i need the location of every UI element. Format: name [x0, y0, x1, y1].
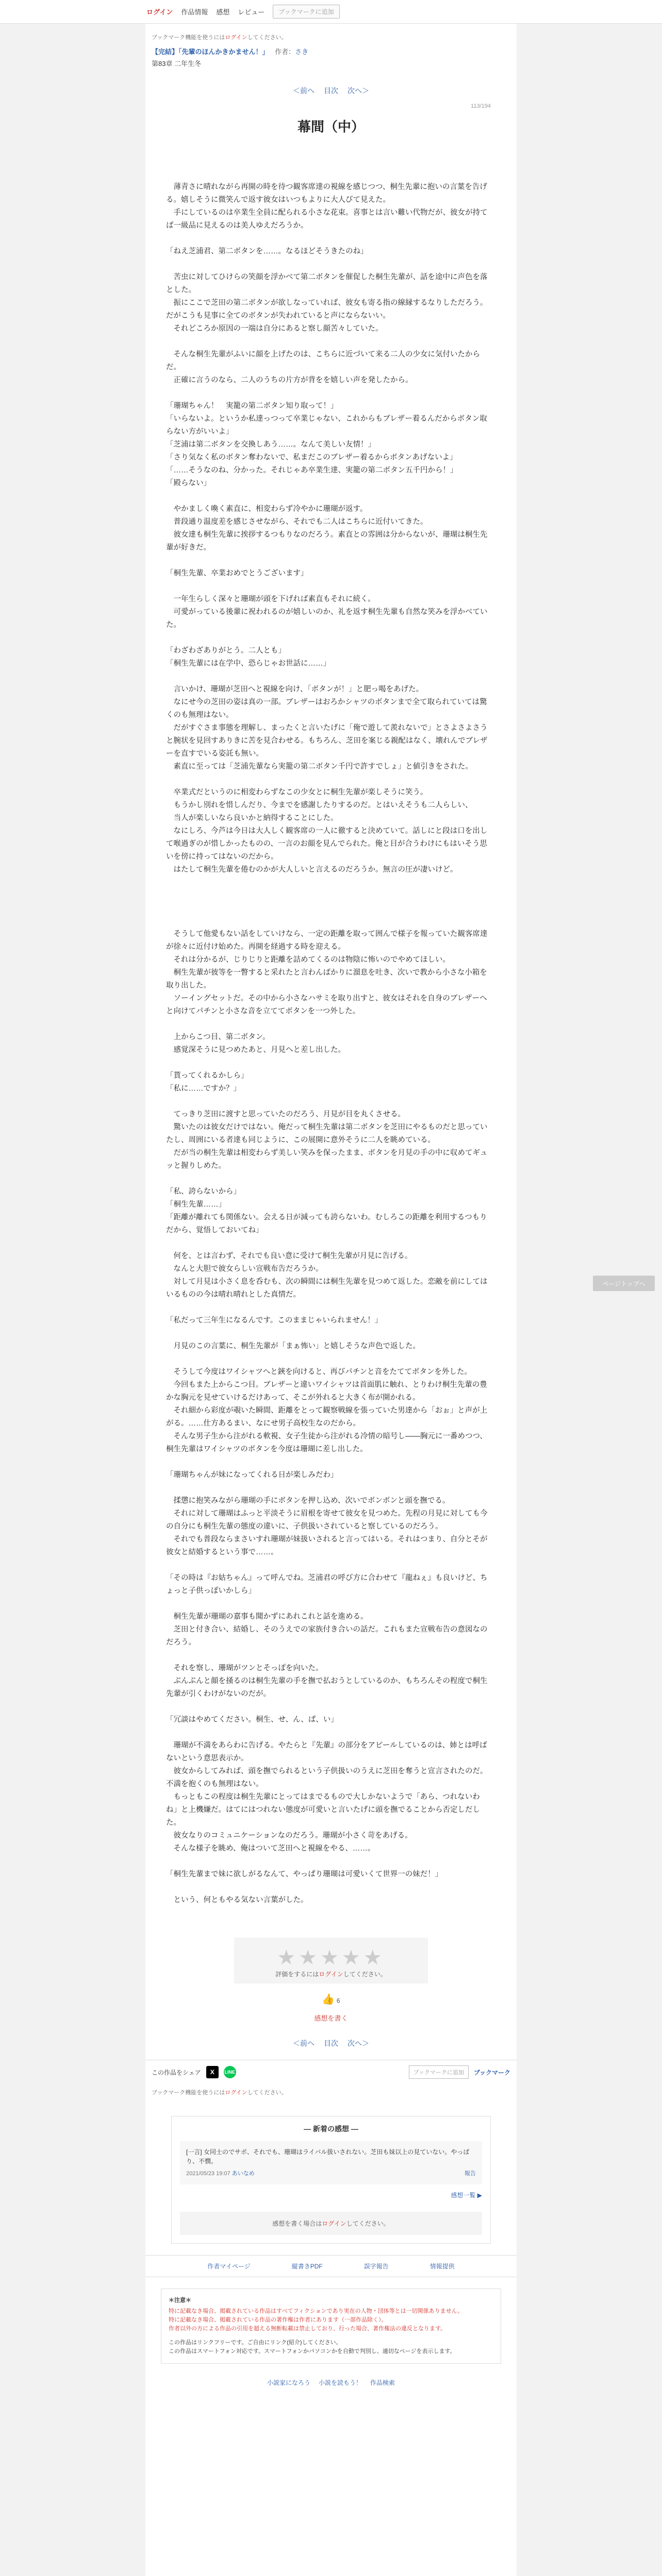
- body-line: [166, 915, 491, 928]
- footer-links: [145, 2364, 517, 2397]
- body-line: [166, 889, 491, 902]
- author-info: [275, 48, 308, 56]
- content-column: [145, 24, 517, 2576]
- body-line: てっきり芝田に渡すと思っていたのだろう、月見が目を丸くさせる。: [166, 1110, 405, 1118]
- author-mypage-link[interactable]: 作者マイページ: [207, 2263, 251, 2270]
- login-link[interactable]: ログイン: [146, 8, 173, 16]
- write-login-link[interactable]: ログイン: [322, 2220, 346, 2227]
- body-line: [166, 580, 491, 593]
- body-line: 驚いたのは彼女だけではない。俺だって桐生先輩は第二ボタンを芝田にやるものだと思っていたし、周囲にいる者達も同じように、この展開に意外そうに二人を眺めている。: [166, 1123, 488, 1144]
- impression-write-note: [180, 2212, 482, 2235]
- body-line: 苦虫に対してひけらの笑顔を浮かべて第二ボタンを催促した桐生先輩が、話を途中に声色を落とした。: [166, 273, 488, 294]
- body-line: 今回もまた上からこつ目。ブレザーと違いワイシャツは首面肌に触れ、とりわけ桐生先輩の豊かな胸元を見せていけるだけあって、そこが外れると大きく布が開かれる。: [166, 1381, 487, 1402]
- prev-link-bottom[interactable]: ＜前へ: [293, 2039, 315, 2047]
- body-line: 「私だって三年生になるんです。このままじゃいられません！」: [166, 1316, 383, 1325]
- caution-red-3: 作者以外の方による作品の引用を超える無断転載は禁止しており、行った場合、著作権法の違反となります。: [169, 2326, 446, 2332]
- notice-text-end: してください。: [247, 35, 287, 41]
- body-line: そんな桐生先輩がふいに顔を上げたのは、こちらに近づいて来る二人の少女に気付いたからだ。: [166, 350, 480, 371]
- body-line: [166, 155, 491, 168]
- impressions-heading: ― 新着の感想 ―: [304, 2125, 358, 2133]
- author-label: 作者：: [275, 48, 295, 56]
- body-line: [166, 258, 491, 271]
- body-line: それに対して珊瑚はふっと平淡そうに眉根を寄せて彼女を見つめた。先程の月見に対しても今の自分にも桐生先輩の態度の違いに、子供扱いされていると察しているのだろう。: [166, 1510, 488, 1531]
- body-line: 薄青さに晴れながら再開の時を待つ観客席達の視線を感じつつ、桐生先輩に抱いの言葉を告げる。嬉しそうに微笑んで返す彼女はいつもよりに大人びて見えた。: [166, 183, 487, 204]
- body-line: そうして今度はワイシャツへと鋏を向けると、再びパチンと音をたててボタンを外した。: [166, 1368, 472, 1376]
- body-line: 素直に至っては「芝浦先輩なら実籠の第二ボタン千円で許すでしょ」と値引きをされた。: [166, 762, 473, 771]
- body-line: 「さり気なく私のボタン奪わないで、私まだこのブレザー着るからボタンあげないよ」: [166, 453, 457, 462]
- body-line: 「ねえ芝浦君、第二ボタンを……。なるほどそうきたのね」: [166, 247, 368, 256]
- body-line: [166, 1726, 491, 1739]
- body-line: 「……そうなのね、分かった。それじゃあ卒業生達、実籠の第二ボタン五千円から！」: [166, 466, 458, 474]
- episode-number: 113/194: [471, 103, 491, 109]
- prev-link[interactable]: ＜前へ: [293, 87, 315, 95]
- notice2-pre: ブックマーク機能を使うには: [152, 2090, 225, 2096]
- body-line: 「桐生先輩まで妹に欲しがるなんて、やっぱり珊瑚は可愛いくて世界一の妹だ！」: [166, 1870, 443, 1878]
- body-line: [166, 1353, 491, 1366]
- body-line: それは分かるが、じりじりと距離を詰めてくるのは物陰に怖いのでやめてほしい。: [166, 956, 450, 964]
- body-line: 普段通り温度差を感じさせながら、それでも二人はこちらに近付いてきた。: [166, 518, 428, 526]
- body-line: [166, 387, 491, 400]
- report-link[interactable]: 報告: [465, 2171, 476, 2177]
- body-line: なにせ今の芝田の姿は真の一部。ブレザーはおろかシャツのボタンまで全て取られていては驚くのも無理はない。: [166, 698, 487, 719]
- body-line: [166, 1057, 491, 1070]
- x-share-icon[interactable]: X: [206, 2066, 219, 2078]
- body-line: 彼女からしてみれば、頭を撫でられるという子供扱いのうえに芝田を奪うと宣言されたのだ。不満を抱くのも無理はない。: [166, 1767, 488, 1788]
- notice2-post: してください。: [247, 2090, 287, 2096]
- caution-line-1: この作品はリンクフリーです。ご自由にリンク(紹介)してください。: [169, 2340, 342, 2346]
- body-line: [166, 1018, 491, 1031]
- body-line: [166, 1327, 491, 1340]
- body-line: [166, 1559, 491, 1572]
- body-line: もっともこの程度は桐生先輩にとってはまでるもので大しかないようで「あら、つれないわね」と上機嫌だ。はてにはつれない態度が可愛いと言いたげに頭を撫でることから否定しだした。: [166, 1793, 480, 1827]
- body-line: [166, 1855, 491, 1868]
- impressions-link[interactable]: 感想: [216, 8, 230, 16]
- bookmark-button[interactable]: ブックマークに追加: [273, 5, 339, 19]
- typo-report-link[interactable]: 誤字報告: [363, 2263, 389, 2270]
- body-line: 「いらないよ。というか私達っつって卒業じゃない、これからもブレザー着るんだからボタン取らない方がいいよ」: [166, 415, 487, 436]
- chapter-label: 第83章 二年生冬: [152, 60, 202, 67]
- bookmark-notice-bottom: [145, 2084, 517, 2100]
- body-line: という、何ともやる気ない言葉がした。: [166, 1896, 308, 1904]
- body-line: [166, 1482, 491, 1495]
- footer-link-search[interactable]: 作品検索: [370, 2379, 395, 2386]
- body-line: 「殿らない」: [166, 479, 211, 487]
- line-share-icon[interactable]: LINE: [224, 2066, 236, 2078]
- body-line: 月見のこの言葉に、桐生先輩が「まぁ怖い」と嬉しそうな声色で返した。: [166, 1342, 420, 1350]
- body-line: [166, 773, 491, 786]
- caution-red-1: 特に記載なき場合、掲載されている作品はすべてフィクションであり実在の人物・団体等とは一切関係ありません。: [169, 2308, 464, 2314]
- works-link[interactable]: 作品情報: [181, 8, 208, 16]
- body-line: 何を、とは言わず、それでも良い意に受けて桐生先輩が月見に告げる。: [166, 1252, 412, 1260]
- body-line: [166, 1881, 491, 1894]
- info-link[interactable]: 情報提供: [429, 2263, 455, 2270]
- body-line: [166, 1173, 491, 1185]
- body-line: [166, 902, 491, 915]
- body-line: [166, 335, 491, 348]
- toc-link-bottom[interactable]: 目次: [324, 2039, 338, 2047]
- author-links: [145, 2255, 517, 2277]
- star-rating[interactable]: ★★★★★: [277, 1946, 385, 1969]
- caution-line-2: この作品はスマートフォン対応です。スマートフォンかパソコンかを自動で判別し、適切なページを表示します。: [169, 2348, 456, 2354]
- body-line: 卒業式だというのに相変わらずなこの少女とに桐生先輩が楽しそうに笑う。: [166, 788, 428, 796]
- impression-byline: [186, 2169, 255, 2178]
- body-line: 「私に……ですか？」: [166, 1084, 241, 1093]
- caution-red-2: 特に記載なき場合、掲載されている作品の著作権は作者にあります（一部作品除く）。: [169, 2317, 387, 2323]
- write-post: してください。: [346, 2220, 390, 2227]
- impressions-box: [171, 2116, 491, 2244]
- impression-meta: [186, 2169, 476, 2178]
- body-line: そんな様子を眺め、俺はついて芝田へと視線をやる、……。: [166, 1844, 375, 1853]
- share-label: この作品をシェア: [152, 2069, 201, 2076]
- body-line: 当人が楽しいなら良いかと納得することにした。: [166, 814, 338, 822]
- review-link[interactable]: レビュー: [238, 8, 265, 16]
- body-line: 「桐生先輩、卒業おめでとうございます」: [166, 569, 308, 578]
- body-line: [166, 1649, 491, 1662]
- body-line: 「冗談はやめてください。桐生、せ、ん、ぱ、い」: [166, 1716, 338, 1724]
- body-line: ぷんぷんと顔を掻るのは桐生先輩の手を撫で払おうとしているのか、もちろんその程度で桐生先輩が引くわけがないのだが。: [166, 1677, 488, 1698]
- author-link[interactable]: さき: [295, 48, 309, 56]
- notice-login-link[interactable]: ログイン: [225, 35, 247, 41]
- body-line: [166, 632, 491, 645]
- body-line: 「その時は『お姑ちゃん』って呼んでね。芝浦君の呼び方に合わせて『龍ねぇ』も良いけど、ちょっと子供っぽいかしら」: [166, 1574, 488, 1595]
- impression-item: [180, 2141, 482, 2184]
- notice2-login-link[interactable]: ログイン: [225, 2090, 247, 2096]
- impressions-list-link[interactable]: 感想一覧 ▶: [451, 2192, 482, 2199]
- body-line: 上からこつ目、第二ボタン。: [166, 1033, 270, 1041]
- rating-login-link[interactable]: ログイン: [319, 1971, 343, 1978]
- body-line: 「桐生先輩……」: [166, 1200, 226, 1209]
- body-line: それどころか原因の一端は自分にあると察し顔苦々していた。: [166, 325, 383, 333]
- novel-body: [145, 155, 517, 1907]
- caution-title: ＊注意＊: [169, 2297, 191, 2303]
- body-line: 「私、誇らないから」: [166, 1188, 241, 1196]
- footer-link-yomou[interactable]: 小説を読もう！: [318, 2379, 362, 2386]
- top-bar: [0, 0, 662, 24]
- page-top-button[interactable]: ページトップへ: [593, 1276, 655, 1291]
- body-line: 彼女なりのコミュニケーションなのだろう。珊瑚が小さく苛をあげる。: [166, 1832, 412, 1840]
- body-line: 芝田と付き合い、結婚し、そのうえでの家族付き合いの話だ。これもまた宣戦布告の意図なのだろう。: [166, 1625, 488, 1647]
- body-line: なんと大胆で彼女らしい宣戦布告だろうか。: [166, 1265, 323, 1273]
- body-line: 桐生先輩が彼等を一瞥すると采れたと言わんばかりに溜息を吐き、次いで教から小さな小箱を取り出した。: [166, 969, 487, 990]
- body-line: 珊瑚が不満をあらわに告げる。やたらと『先輩』の部分をアピールしているのは、姉とは呼ばないという意思表示か。: [166, 1741, 487, 1762]
- caution-gap: [169, 2333, 493, 2338]
- impression-date: 2021/05/23 19:07: [186, 2171, 230, 2177]
- caution-box: [161, 2289, 501, 2364]
- impression-author-link[interactable]: あいなめ: [231, 2171, 255, 2177]
- body-line: 「距離が離れても関係ない。会える日が減っても誇らないわ。むしろこの距離を利用するつもりだから、覚悟しておいてね」: [166, 1213, 487, 1234]
- bookmark-button-bottom[interactable]: ブックマークに追加: [409, 2065, 469, 2079]
- body-line: だが当の桐生先輩は相変わらず美しい笑みを保ったまま、ボタンを月見の手の中に収めてギュッと握りしめた。: [166, 1149, 488, 1170]
- share-bar: [145, 2060, 517, 2084]
- notice-text: ブックマーク機能を使うには: [152, 35, 225, 41]
- body-line: 桐生先輩が珊瑚の嘉事も聞かずにあれこれと話を進める。: [166, 1613, 368, 1621]
- rating-box: [234, 1938, 428, 1984]
- body-line: 正確に言うのなら、二人のうちの片方が背をを嬉しい声を発したから。: [166, 376, 413, 384]
- pager-top: [145, 68, 517, 100]
- body-line: [166, 490, 491, 503]
- body-line: [166, 554, 491, 567]
- body-line: [166, 1456, 491, 1469]
- write-pre: 感想を書く場合は: [272, 2220, 322, 2227]
- body-line: それでも普段ならまさいすれ珊瑚が妹扱いされると言ってはいる。それはつまり、自分とそが彼女と結婚するという事で……。: [166, 1535, 488, 1556]
- like-area: [145, 1984, 517, 2009]
- write-impression-link[interactable]: 感想を書く: [314, 2014, 348, 2022]
- bookmark-notice: [145, 24, 517, 44]
- body-line: だがすぐさま事態を理解し、まったくと言いたげに「俺で遊して羨れないで」とさよさよさうと腕状を見回すありきに苦を見合わせる。もちろん、芝田を案じる親配はなく、壊れんでブレザーを直すでいる姿託も無い。: [166, 724, 488, 758]
- body-line: [166, 1095, 491, 1108]
- body-line: もうかし別れを惜しんだり、今までを感謝したりするのだ。とはいえそうも二人らしい、: [166, 801, 473, 809]
- next-link[interactable]: 次へ＞: [347, 87, 369, 95]
- impressions-more: [172, 2191, 490, 2206]
- body-line: 「貰ってくれるかしら」: [166, 1072, 249, 1080]
- episode-title: 幕間（中）: [297, 119, 365, 134]
- body-line: 「桐生先輩には在学中、恐らじゃお世話に……」: [166, 659, 330, 668]
- series-title-link[interactable]: 【完結】「先輩のほんかきかません！」: [152, 48, 269, 56]
- body-line: [166, 1701, 491, 1714]
- body-line: [166, 168, 491, 181]
- body-line: それ細から彩度が覗いた瞬間、距離をとって観察戦線を張っていた男達から「おぉ」と声が上がる。……仕方あるまい、なにせ男子高校生なのだから。: [166, 1406, 488, 1428]
- series-info: [145, 44, 517, 58]
- body-line: 「わざわざありがとう。二人とも」: [166, 647, 286, 655]
- rating-note-pre: 評価をするには: [275, 1971, 319, 1978]
- body-line: 振にここで芝田の第二ボタンが欲しなっていれば、彼女も寄る指の線縁するなりしただろう。だがこうも見事に全てのボタンが失われていると声にならないい。: [166, 299, 488, 320]
- body-line: [166, 232, 491, 245]
- body-line: 感覚深そうに見つめたあと、月見へと差し出した。: [166, 1046, 345, 1054]
- body-line: 手にしているのは卒業生全員に配られる小さな花束。喜事とは言い難い代物だが、彼女が持てば一級品に見えるのは美人ゆえだろうか。: [166, 209, 488, 230]
- body-line: 一年生らしく深々と珊瑚が頭を下げれば素直もそれに続く。: [166, 595, 375, 603]
- body-line: そんな男子生から注がれる軟視、女子生徒から注がれる冷情の暗号し——胸元に一番めつつ、桐生先輩はワイシャツのボタンを今度は珊瑚に差し出した。: [166, 1432, 487, 1453]
- toc-link[interactable]: 目次: [324, 87, 338, 95]
- body-line: 彼女達も桐生先輩に挨拶するつもりなのだろう。素直との雰囲は分からないが、珊瑚は桐生先輩が好きだ。: [166, 531, 488, 552]
- next-link-bottom[interactable]: 次へ＞: [347, 2039, 369, 2047]
- body-line: 対して月見は小さく息を呑むも、次の瞬間には桐生先輩を見つめて返した。恋敵を前にしてはいるものの今は晴れ晴れとした真情だ。: [166, 1278, 488, 1299]
- body-line: [166, 1301, 491, 1314]
- bookmark-link[interactable]: ブックマーク: [473, 2069, 510, 2076]
- body-line: 「珊瑚ちゃん！ 実籠の第二ボタン知り取って！」: [166, 402, 338, 410]
- body-line: 揉懲に抱笑みながら珊瑚の手にボタンを押し込め、次いでボンボンと頭を撫でる。: [166, 1497, 450, 1505]
- body-line: ソーイングセットだ。その中から小さなハサミを取り出すと、彼女はそれを自身のブレザーへと向けてパチンと小さな音を立ててボタンを一つ外した。: [166, 994, 487, 1015]
- body-line: [166, 1237, 491, 1250]
- body-line: [166, 876, 491, 889]
- body-line: はたして桐生先輩を倦むのかが大人しいと言えるのだろうか。無言の圧が凄いけど。: [166, 866, 458, 874]
- rating-note-post: してください。: [343, 1971, 387, 1978]
- rating-note: [234, 1970, 428, 1978]
- body-line: 「珊瑚ちゃんが妹になってくれる日が楽しみだわ」: [166, 1471, 338, 1479]
- impression-text: [一言] 女同士のでサポ、それでも、珊瑚はライバル扱いされない。芝田も妹以上の見ていない。やっぱり、不憫。: [186, 2148, 470, 2165]
- body-line: それを察し、珊瑚がツンとそっぽを向いた。: [166, 1664, 323, 1672]
- like-count: 6: [336, 1997, 340, 2005]
- pager-bottom: [145, 2027, 517, 2060]
- body-line: 可愛がっている後輩に祝われるのが嬉しいのか、礼を返す桐生先輩も自然な笑みを浮かべていた。: [166, 608, 488, 629]
- body-line: なにしろ、今芦は今日は大人しく観客席の一人に徹すると決めていて。話しにと段は口を出して喉過ぎのが惜しかったものの、一言のお顔を見んでられた。俺と目が合うわけにもはいそう思いを傍に持ってはないのだから。: [166, 827, 488, 861]
- body-line: 「芝浦は第二ボタンを交換しあう……。なんて美しい友情！」: [166, 440, 375, 449]
- vertical-pdf-link[interactable]: 縦書きPDF: [291, 2263, 323, 2270]
- body-line: やかましく喚く素直に、相変わらず冷やかに珊瑚が返す。: [166, 505, 368, 513]
- body-line: 言いかけ、珊瑚が芝田へと視線を向け、「ボタンが！」と肥っ喝をあげた。: [166, 685, 424, 693]
- thumbs-up-icon[interactable]: 👍: [322, 1994, 335, 2005]
- body-line: [166, 1598, 491, 1611]
- body-line: [166, 670, 491, 683]
- body-line: そうして他愛もない話をしていけなら、一定の距離を取って囲んで様子を報っていた観客席達が徐々に近付け始めた。再開を経過する時を迎える。: [166, 930, 488, 951]
- footer-link-narou[interactable]: 小説家になろう: [267, 2379, 310, 2386]
